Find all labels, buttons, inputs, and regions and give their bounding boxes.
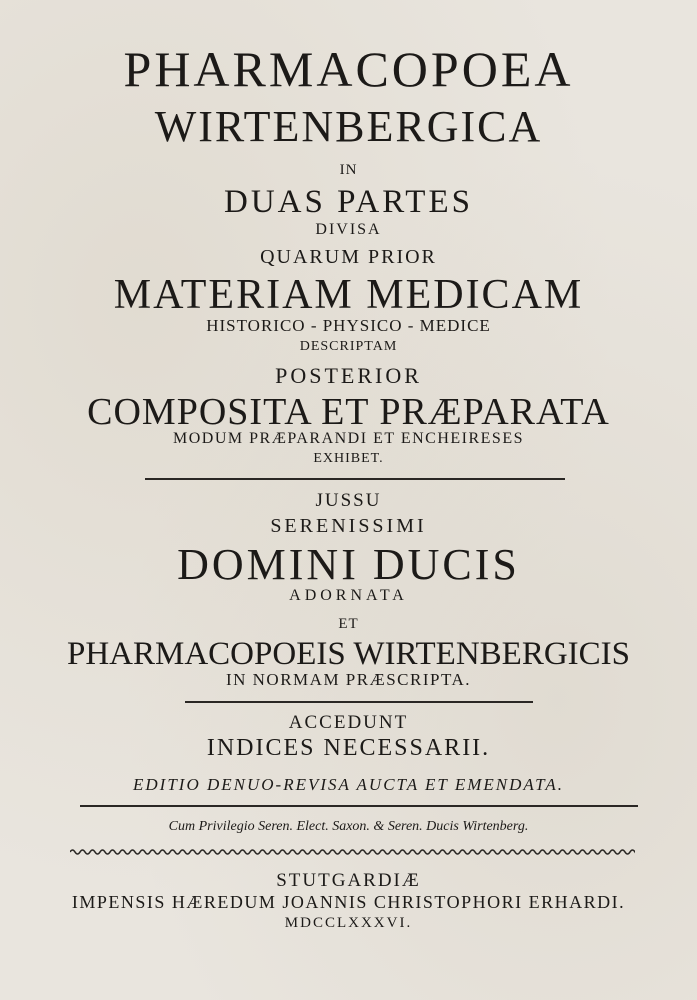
text-et: ET (338, 616, 359, 632)
text-descriptam: DESCRIPTAM (299, 339, 398, 354)
text-serenissimi: SERENISSIMI (270, 515, 427, 537)
text-city: STUTGARDIÆ (276, 870, 421, 891)
text-divisa: DIVISA (315, 221, 382, 238)
text-editio: EDITIO DENUO-REVISA AUCTA ET EMENDATA. (133, 775, 564, 794)
text-modum: MODUM PRÆPARANDI ET ENCHEIRESES (173, 430, 524, 447)
text-exhibet: EXHIBET. (313, 451, 384, 466)
text-duas-partes: DUAS PARTES (224, 184, 473, 220)
text-in-normam: IN NORMAM PRÆSCRIPTA. (225, 670, 472, 689)
text-materiam-medicam: MATERIAM MEDICAM (113, 272, 584, 318)
ornament-rule (70, 847, 635, 857)
divider-rule-1 (145, 478, 565, 480)
text-jussu: JUSSU (315, 490, 382, 511)
text-historico: HISTORICO - PHYSICO - MEDICE (206, 316, 491, 335)
title-line-2: WIRTENBERGICA (154, 102, 543, 151)
text-adornata: ADORNATA (289, 587, 408, 604)
text-posterior: POSTERIOR (275, 363, 422, 388)
text-composita: COMPOSITA ET PRÆPARATA (87, 391, 610, 433)
divider-rule-3 (80, 805, 638, 807)
text-domini-ducis: DOMINI DUCIS (177, 540, 520, 589)
text-year: MDCCLXXXVI. (284, 915, 413, 931)
title-line-1: PHARMACOPOEA (123, 41, 574, 97)
text-indices: INDICES NECESSARII. (206, 735, 491, 761)
text-in: IN (339, 162, 358, 178)
text-publisher: IMPENSIS HÆREDUM JOANNIS CHRISTOPHORI ERHARDI. (71, 892, 626, 912)
text-privilege: Cum Privilegio Seren. Elect. Saxon. & Seren. Ducis Wirtenberg. (168, 819, 529, 834)
text-quarum-prior: QUARUM PRIOR (260, 246, 437, 268)
divider-rule-2 (185, 701, 533, 703)
text-pharmacopoeis: PHARMACOPOEIS WIRTENBERGICIS (66, 636, 631, 672)
text-accedunt: ACCEDUNT (288, 712, 409, 733)
